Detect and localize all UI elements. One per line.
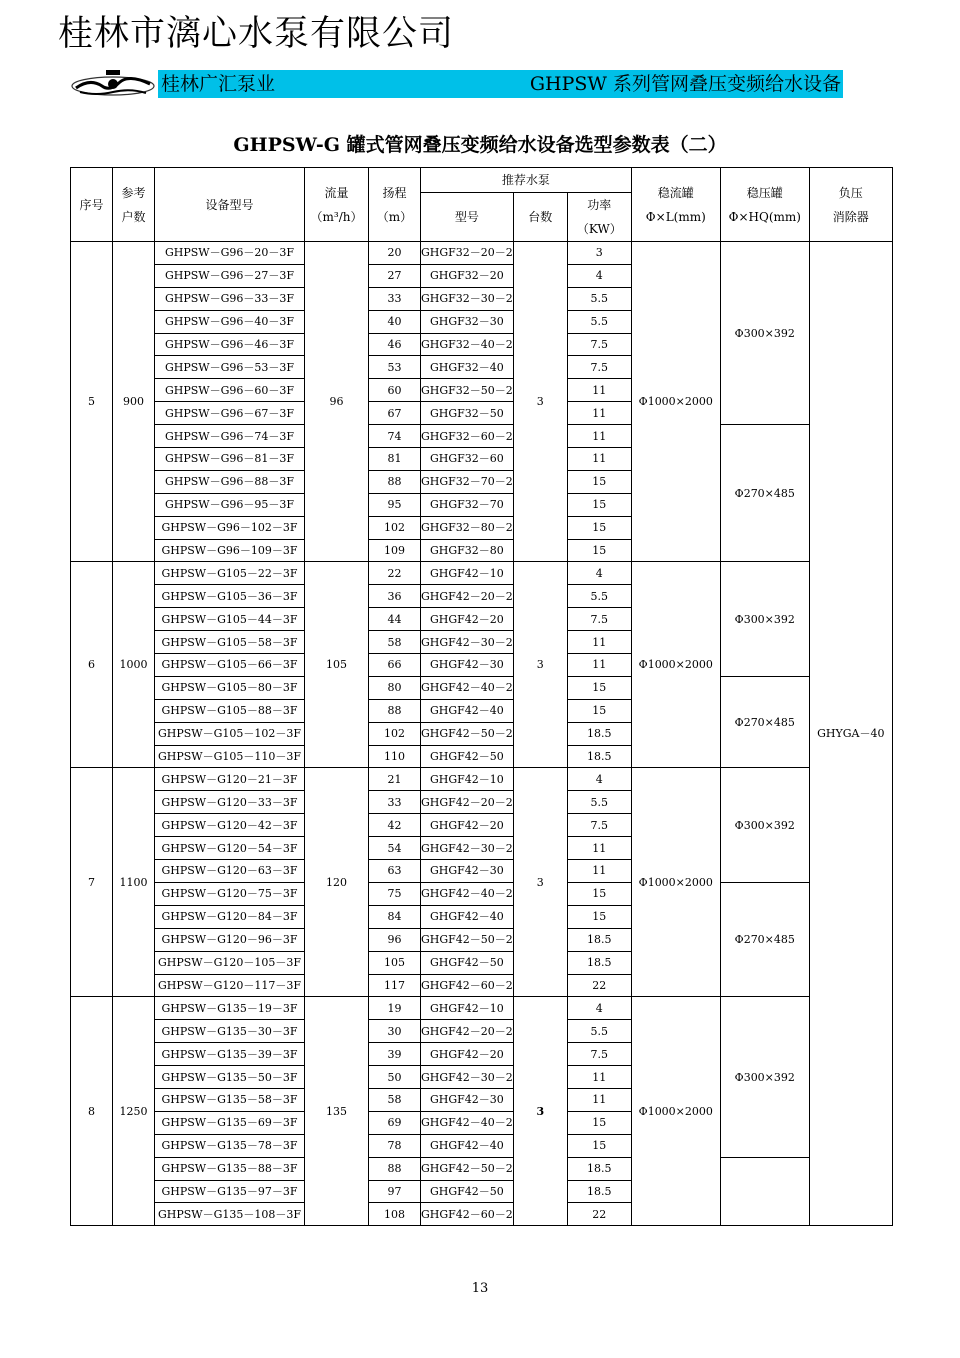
model-cell: GHPSW－G135－39－3F bbox=[155, 1043, 305, 1066]
head-cell: 53 bbox=[369, 356, 421, 379]
pump-model-cell: GHGF32－20－2 bbox=[421, 242, 514, 265]
model-cell: GHPSW－G135－78－3F bbox=[155, 1134, 305, 1157]
power-cell: 11 bbox=[567, 860, 631, 883]
pump-model-cell: GHGF42－30 bbox=[421, 654, 514, 677]
power-cell: 5.5 bbox=[567, 310, 631, 333]
header-recommended-pump: 推荐水泵 bbox=[421, 168, 632, 193]
head-cell: 84 bbox=[369, 905, 421, 928]
model-cell: GHPSW－G120－42－3F bbox=[155, 814, 305, 837]
pressure-tank-cell: Φ270×485 bbox=[720, 676, 809, 768]
pump-count-cell: 3 bbox=[513, 997, 567, 1226]
head-cell: 78 bbox=[369, 1134, 421, 1157]
pump-model-cell: GHGF42－60－2 bbox=[421, 974, 514, 997]
model-cell: GHPSW－G120－117－3F bbox=[155, 974, 305, 997]
seq-cell: 6 bbox=[71, 562, 113, 768]
power-cell: 18.5 bbox=[567, 722, 631, 745]
power-cell: 18.5 bbox=[567, 745, 631, 768]
power-cell: 22 bbox=[567, 974, 631, 997]
pump-model-cell: GHGF42－50 bbox=[421, 745, 514, 768]
pump-model-cell: GHGF42－30－2 bbox=[421, 1066, 514, 1089]
pressure-tank-cell: Φ270×485 bbox=[720, 882, 809, 996]
power-cell: 22 bbox=[567, 1203, 631, 1226]
model-cell: GHPSW－G135－30－3F bbox=[155, 1020, 305, 1043]
model-cell: GHPSW－G105－22－3F bbox=[155, 562, 305, 585]
power-cell: 7.5 bbox=[567, 1043, 631, 1066]
model-cell: GHPSW－G105－80－3F bbox=[155, 676, 305, 699]
model-cell: GHPSW－G96－60－3F bbox=[155, 379, 305, 402]
head-cell: 58 bbox=[369, 631, 421, 654]
head-cell: 40 bbox=[369, 310, 421, 333]
pump-model-cell: GHGF32－50－2 bbox=[421, 379, 514, 402]
model-cell: GHPSW－G120－54－3F bbox=[155, 837, 305, 860]
table-row bbox=[71, 997, 893, 1020]
model-cell: GHPSW－G96－67－3F bbox=[155, 402, 305, 425]
model-cell: GHPSW－G96－109－3F bbox=[155, 539, 305, 562]
seq-cell: 8 bbox=[71, 997, 113, 1226]
head-cell: 54 bbox=[369, 837, 421, 860]
power-cell: 5.5 bbox=[567, 1020, 631, 1043]
model-cell: GHPSW－G120－105－3F bbox=[155, 951, 305, 974]
pressure-tank-cell: Φ300×392 bbox=[720, 768, 809, 882]
head-cell: 74 bbox=[369, 425, 421, 448]
header-power-line1: 功率 bbox=[587, 198, 612, 212]
table-row bbox=[71, 562, 893, 585]
header-pressure-tank bbox=[720, 168, 809, 242]
header-steady-line2: Φ×L(mm) bbox=[645, 209, 706, 224]
pump-model-cell: GHGF42－50－2 bbox=[421, 722, 514, 745]
header-flow bbox=[305, 168, 369, 242]
document-title: GHPSW-G 罐式管网叠压变频给水设备选型参数表（二） bbox=[233, 134, 727, 156]
model-cell: GHPSW－G96－46－3F bbox=[155, 333, 305, 356]
pump-model-cell: GHGF42－20 bbox=[421, 1043, 514, 1066]
pressure-tank-cell bbox=[720, 1157, 809, 1226]
model-cell: GHPSW－G135－108－3F bbox=[155, 1203, 305, 1226]
header-households-line1: 参考 bbox=[121, 185, 146, 200]
head-cell: 30 bbox=[369, 1020, 421, 1043]
pump-model-cell: GHGF42－20－2 bbox=[421, 1020, 514, 1043]
head-cell: 27 bbox=[369, 264, 421, 287]
model-cell: GHPSW－G105－66－3F bbox=[155, 654, 305, 677]
pump-model-cell: GHGF42－40 bbox=[421, 905, 514, 928]
model-cell: GHPSW－G96－102－3F bbox=[155, 516, 305, 539]
header-power-line2: （KW） bbox=[576, 222, 622, 236]
pump-model-cell: GHGF42－30－2 bbox=[421, 631, 514, 654]
power-cell: 11 bbox=[567, 402, 631, 425]
head-cell: 102 bbox=[369, 516, 421, 539]
header-flow-line2: （m³/h） bbox=[310, 209, 363, 224]
model-cell: GHPSW－G135－19－3F bbox=[155, 997, 305, 1020]
head-cell: 22 bbox=[369, 562, 421, 585]
head-cell: 50 bbox=[369, 1066, 421, 1089]
head-cell: 33 bbox=[369, 287, 421, 310]
model-cell: GHPSW－G96－81－3F bbox=[155, 448, 305, 471]
head-cell: 69 bbox=[369, 1111, 421, 1134]
pump-model-cell: GHGF42－20－2 bbox=[421, 791, 514, 814]
power-cell: 11 bbox=[567, 654, 631, 677]
head-cell: 60 bbox=[369, 379, 421, 402]
header-elim-line1: 负压 bbox=[838, 185, 863, 200]
model-cell: GHPSW－G120－96－3F bbox=[155, 928, 305, 951]
header-eliminator bbox=[809, 168, 892, 242]
model-cell: GHPSW－G96－20－3F bbox=[155, 242, 305, 265]
power-cell: 15 bbox=[567, 1111, 631, 1134]
banner-series: GHPSW 系列管网叠压变频给水设备 bbox=[529, 73, 841, 95]
model-cell: GHPSW－G105－44－3F bbox=[155, 608, 305, 631]
model-cell: GHPSW－G96－95－3F bbox=[155, 493, 305, 516]
pump-model-cell: GHGF42－50－2 bbox=[421, 928, 514, 951]
pump-model-cell: GHGF32－20 bbox=[421, 264, 514, 287]
head-cell: 39 bbox=[369, 1043, 421, 1066]
model-cell: GHPSW－G120－33－3F bbox=[155, 791, 305, 814]
power-cell: 15 bbox=[567, 676, 631, 699]
power-cell: 5.5 bbox=[567, 287, 631, 310]
model-cell: GHPSW－G105－36－3F bbox=[155, 585, 305, 608]
company-logo-icon bbox=[70, 66, 156, 104]
model-cell: GHPSW－G135－69－3F bbox=[155, 1111, 305, 1134]
header-power bbox=[567, 193, 631, 242]
pump-model-cell: GHGF42－60－2 bbox=[421, 1203, 514, 1226]
header-banner bbox=[158, 70, 843, 98]
table-row bbox=[71, 242, 893, 265]
pump-model-cell: GHGF32－40 bbox=[421, 356, 514, 379]
header-seq: 序号 bbox=[71, 168, 113, 242]
header-steady-tank bbox=[631, 168, 720, 242]
pump-model-cell: GHGF32－30 bbox=[421, 310, 514, 333]
table-body bbox=[71, 242, 893, 1226]
model-cell: GHPSW－G135－58－3F bbox=[155, 1088, 305, 1111]
power-cell: 15 bbox=[567, 1134, 631, 1157]
power-cell: 5.5 bbox=[567, 585, 631, 608]
head-cell: 44 bbox=[369, 608, 421, 631]
pressure-tank-cell: Φ300×392 bbox=[720, 997, 809, 1157]
power-cell: 11 bbox=[567, 448, 631, 471]
power-cell: 15 bbox=[567, 699, 631, 722]
header-model: 设备型号 bbox=[155, 168, 305, 242]
model-cell: GHPSW－G96－88－3F bbox=[155, 470, 305, 493]
power-cell: 4 bbox=[567, 997, 631, 1020]
power-cell: 18.5 bbox=[567, 951, 631, 974]
model-cell: GHPSW－G105－110－3F bbox=[155, 745, 305, 768]
seq-cell: 5 bbox=[71, 242, 113, 562]
pressure-tank-cell: Φ270×485 bbox=[720, 425, 809, 562]
header-head-line2: （m） bbox=[376, 209, 413, 224]
head-cell: 81 bbox=[369, 448, 421, 471]
pump-model-cell: GHGF42－40 bbox=[421, 699, 514, 722]
pump-model-cell: GHGF42－40－2 bbox=[421, 882, 514, 905]
power-cell: 11 bbox=[567, 631, 631, 654]
table-row bbox=[71, 882, 893, 905]
power-cell: 7.5 bbox=[567, 333, 631, 356]
page-number: 13 bbox=[471, 1281, 489, 1296]
power-cell: 15 bbox=[567, 516, 631, 539]
pump-model-cell: GHGF42－10 bbox=[421, 997, 514, 1020]
pump-count-cell: 3 bbox=[513, 768, 567, 997]
power-cell: 18.5 bbox=[567, 928, 631, 951]
pump-model-cell: GHGF32－40－2 bbox=[421, 333, 514, 356]
eliminator-cell: GHYGA－40 bbox=[809, 242, 892, 1226]
flow-cell: 135 bbox=[305, 997, 369, 1226]
table-row bbox=[71, 676, 893, 699]
pump-model-cell: GHGF32－60－2 bbox=[421, 425, 514, 448]
head-cell: 42 bbox=[369, 814, 421, 837]
power-cell: 7.5 bbox=[567, 814, 631, 837]
pressure-tank-cell: Φ300×392 bbox=[720, 562, 809, 676]
power-cell: 11 bbox=[567, 379, 631, 402]
head-cell: 21 bbox=[369, 768, 421, 791]
power-cell: 15 bbox=[567, 539, 631, 562]
header-press-line1: 稳压罐 bbox=[746, 185, 783, 200]
households-cell: 1250 bbox=[113, 997, 155, 1226]
head-cell: 80 bbox=[369, 676, 421, 699]
head-cell: 95 bbox=[369, 493, 421, 516]
pump-model-cell: GHGF42－50 bbox=[421, 951, 514, 974]
power-cell: 7.5 bbox=[567, 356, 631, 379]
head-cell: 108 bbox=[369, 1203, 421, 1226]
header-press-line2: Φ×HQ(mm) bbox=[728, 209, 801, 224]
pump-model-cell: GHGF42－30－2 bbox=[421, 837, 514, 860]
table-row bbox=[71, 425, 893, 448]
pump-count-cell: 3 bbox=[513, 562, 567, 768]
pump-model-cell: GHGF32－70 bbox=[421, 493, 514, 516]
power-cell: 15 bbox=[567, 493, 631, 516]
head-cell: 63 bbox=[369, 860, 421, 883]
header-households-line2: 户数 bbox=[121, 209, 146, 224]
pump-model-cell: GHGF42－50 bbox=[421, 1180, 514, 1203]
flow-cell: 120 bbox=[305, 768, 369, 997]
head-cell: 58 bbox=[369, 1088, 421, 1111]
flow-cell: 105 bbox=[305, 562, 369, 768]
households-cell: 1000 bbox=[113, 562, 155, 768]
pump-model-cell: GHGF42－20 bbox=[421, 608, 514, 631]
header-elim-line2: 消除器 bbox=[832, 209, 869, 224]
head-cell: 110 bbox=[369, 745, 421, 768]
power-cell: 18.5 bbox=[567, 1180, 631, 1203]
header-head-line1: 扬程 bbox=[382, 185, 407, 200]
steady-tank-cell: Φ1000×2000 bbox=[631, 242, 720, 562]
pump-model-cell: GHGF42－20 bbox=[421, 814, 514, 837]
head-cell: 46 bbox=[369, 333, 421, 356]
pressure-tank-cell: Φ300×392 bbox=[720, 242, 809, 425]
pump-model-cell: GHGF42－10 bbox=[421, 562, 514, 585]
head-cell: 96 bbox=[369, 928, 421, 951]
pump-model-cell: GHGF42－30 bbox=[421, 1088, 514, 1111]
power-cell: 4 bbox=[567, 768, 631, 791]
power-cell: 3 bbox=[567, 242, 631, 265]
pump-model-cell: GHGF42－40 bbox=[421, 1134, 514, 1157]
pump-model-cell: GHGF32－50 bbox=[421, 402, 514, 425]
pump-model-cell: GHGF42－50－2 bbox=[421, 1157, 514, 1180]
banner-brand: 桂林广汇泵业 bbox=[161, 73, 276, 95]
pump-model-cell: GHGF32－80 bbox=[421, 539, 514, 562]
power-cell: 4 bbox=[567, 264, 631, 287]
head-cell: 117 bbox=[369, 974, 421, 997]
model-cell: GHPSW－G120－84－3F bbox=[155, 905, 305, 928]
pump-model-cell: GHGF32－30－2 bbox=[421, 287, 514, 310]
model-cell: GHPSW－G135－50－3F bbox=[155, 1066, 305, 1089]
model-cell: GHPSW－G135－88－3F bbox=[155, 1157, 305, 1180]
households-cell: 900 bbox=[113, 242, 155, 562]
power-cell: 18.5 bbox=[567, 1157, 631, 1180]
table-row bbox=[71, 1157, 893, 1180]
model-cell: GHPSW－G96－33－3F bbox=[155, 287, 305, 310]
head-cell: 88 bbox=[369, 470, 421, 493]
power-cell: 11 bbox=[567, 425, 631, 448]
model-cell: GHPSW－G120－75－3F bbox=[155, 882, 305, 905]
steady-tank-cell: Φ1000×2000 bbox=[631, 768, 720, 997]
model-cell: GHPSW－G96－74－3F bbox=[155, 425, 305, 448]
header-pump-model: 型号 bbox=[421, 193, 514, 242]
seq-cell: 7 bbox=[71, 768, 113, 997]
model-cell: GHPSW－G135－97－3F bbox=[155, 1180, 305, 1203]
head-cell: 36 bbox=[369, 585, 421, 608]
model-cell: GHPSW－G96－27－3F bbox=[155, 264, 305, 287]
table-row bbox=[71, 768, 893, 791]
head-cell: 97 bbox=[369, 1180, 421, 1203]
model-cell: GHPSW－G120－21－3F bbox=[155, 768, 305, 791]
head-cell: 88 bbox=[369, 699, 421, 722]
header-pump-count: 台数 bbox=[513, 193, 567, 242]
company-name: 桂林市漓心水泵有限公司 bbox=[58, 14, 455, 54]
pump-model-cell: GHGF42－40－2 bbox=[421, 676, 514, 699]
model-cell: GHPSW－G105－58－3F bbox=[155, 631, 305, 654]
head-cell: 88 bbox=[369, 1157, 421, 1180]
head-cell: 19 bbox=[369, 997, 421, 1020]
power-cell: 15 bbox=[567, 470, 631, 493]
power-cell: 4 bbox=[567, 562, 631, 585]
pump-model-cell: GHGF32－70－2 bbox=[421, 470, 514, 493]
model-cell: GHPSW－G105－88－3F bbox=[155, 699, 305, 722]
power-cell: 7.5 bbox=[567, 608, 631, 631]
head-cell: 33 bbox=[369, 791, 421, 814]
pump-model-cell: GHGF32－60 bbox=[421, 448, 514, 471]
steady-tank-cell: Φ1000×2000 bbox=[631, 997, 720, 1226]
model-cell: GHPSW－G105－102－3F bbox=[155, 722, 305, 745]
head-cell: 102 bbox=[369, 722, 421, 745]
power-cell: 15 bbox=[567, 905, 631, 928]
pump-model-cell: GHGF42－10 bbox=[421, 768, 514, 791]
model-cell: GHPSW－G96－40－3F bbox=[155, 310, 305, 333]
head-cell: 75 bbox=[369, 882, 421, 905]
pump-model-cell: GHGF32－80－2 bbox=[421, 516, 514, 539]
power-cell: 15 bbox=[567, 882, 631, 905]
header-flow-line1: 流量 bbox=[324, 185, 349, 200]
model-cell: GHPSW－G120－63－3F bbox=[155, 860, 305, 883]
header-head bbox=[369, 168, 421, 242]
head-cell: 105 bbox=[369, 951, 421, 974]
head-cell: 109 bbox=[369, 539, 421, 562]
flow-cell: 96 bbox=[305, 242, 369, 562]
header-households bbox=[113, 168, 155, 242]
model-cell: GHPSW－G96－53－3F bbox=[155, 356, 305, 379]
pump-model-cell: GHGF42－20－2 bbox=[421, 585, 514, 608]
pump-count-cell: 3 bbox=[513, 242, 567, 562]
header-steady-line1: 稳流罐 bbox=[657, 185, 694, 200]
steady-tank-cell: Φ1000×2000 bbox=[631, 562, 720, 768]
head-cell: 20 bbox=[369, 242, 421, 265]
power-cell: 11 bbox=[567, 837, 631, 860]
households-cell: 1100 bbox=[113, 768, 155, 997]
pump-model-cell: GHGF42－40－2 bbox=[421, 1111, 514, 1134]
head-cell: 67 bbox=[369, 402, 421, 425]
power-cell: 11 bbox=[567, 1066, 631, 1089]
head-cell: 66 bbox=[369, 654, 421, 677]
power-cell: 11 bbox=[567, 1088, 631, 1111]
pump-model-cell: GHGF42－30 bbox=[421, 860, 514, 883]
power-cell: 5.5 bbox=[567, 791, 631, 814]
selection-parameter-table bbox=[70, 167, 893, 1226]
